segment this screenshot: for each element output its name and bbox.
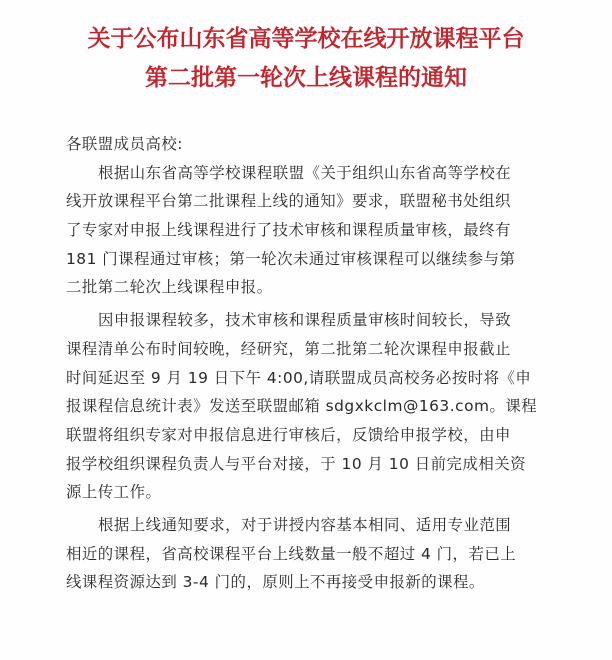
paragraph-line: 线课程资源达到 3-4 门的，原则上不再接受申报新的课程。 [66, 573, 485, 592]
paragraph-line: 报学校组织课程负责人与平台对接，于 10 月 10 日前完成相关资 [66, 454, 527, 473]
paragraph-line: 联盟将组织专家对申报信息进行审核后，反馈给申报学校，由申 [66, 425, 511, 444]
paragraph-line: 时间延迟至 9 月 19 日下午 4:00,请联盟成员高校务必按时将《申 [66, 368, 532, 387]
paragraph-line: 因申报课程较多，技术审核和课程质量审核时间较长，导致 [98, 311, 512, 330]
paragraph-line: 线开放课程平台第二批课程上线的通知》要求，联盟秘书处组织 [66, 192, 511, 211]
paragraph-line: 了专家对申报上线课程进行了技术审核和课程质量审核，最终有 [66, 221, 511, 240]
paragraph-line: 根据上线通知要求，对于讲授内容基本相同、适用专业范围 [98, 515, 512, 534]
paragraph-line: 源上传工作。 [66, 483, 162, 502]
paragraph-2 [66, 306, 566, 507]
paragraph-line: 报课程信息统计表》发送至联盟邮箱 sdgxkclm@163.com。课程 [66, 397, 538, 416]
paragraph-line: 二批第二轮次上线课程申报。 [66, 278, 273, 297]
paragraph-line: 根据山东省高等学校课程联盟《关于组织山东省高等学校在 [98, 163, 512, 182]
paragraph-1 [66, 159, 566, 302]
paragraph-line: 相近的课程，省高校课程平台上线数量一般不超过 4 门，若已上 [66, 544, 517, 563]
notice-title-line-2: 第二批第一轮次上线课程的通知 [145, 64, 467, 91]
notice-body [66, 130, 566, 597]
paragraph-line: 课程清单公布时间较晚，经研究，第二批第二轮次课程申报截止 [66, 339, 511, 358]
notice-title-line-1: 关于公布山东省高等学校在线开放课程平台 [87, 25, 525, 52]
paragraph-3 [66, 511, 566, 597]
paragraph-line: 181 门课程通过审核；第一轮次未通过审核课程可以继续参与第 [66, 249, 516, 268]
salutation: 各联盟成员高校: [66, 135, 183, 153]
